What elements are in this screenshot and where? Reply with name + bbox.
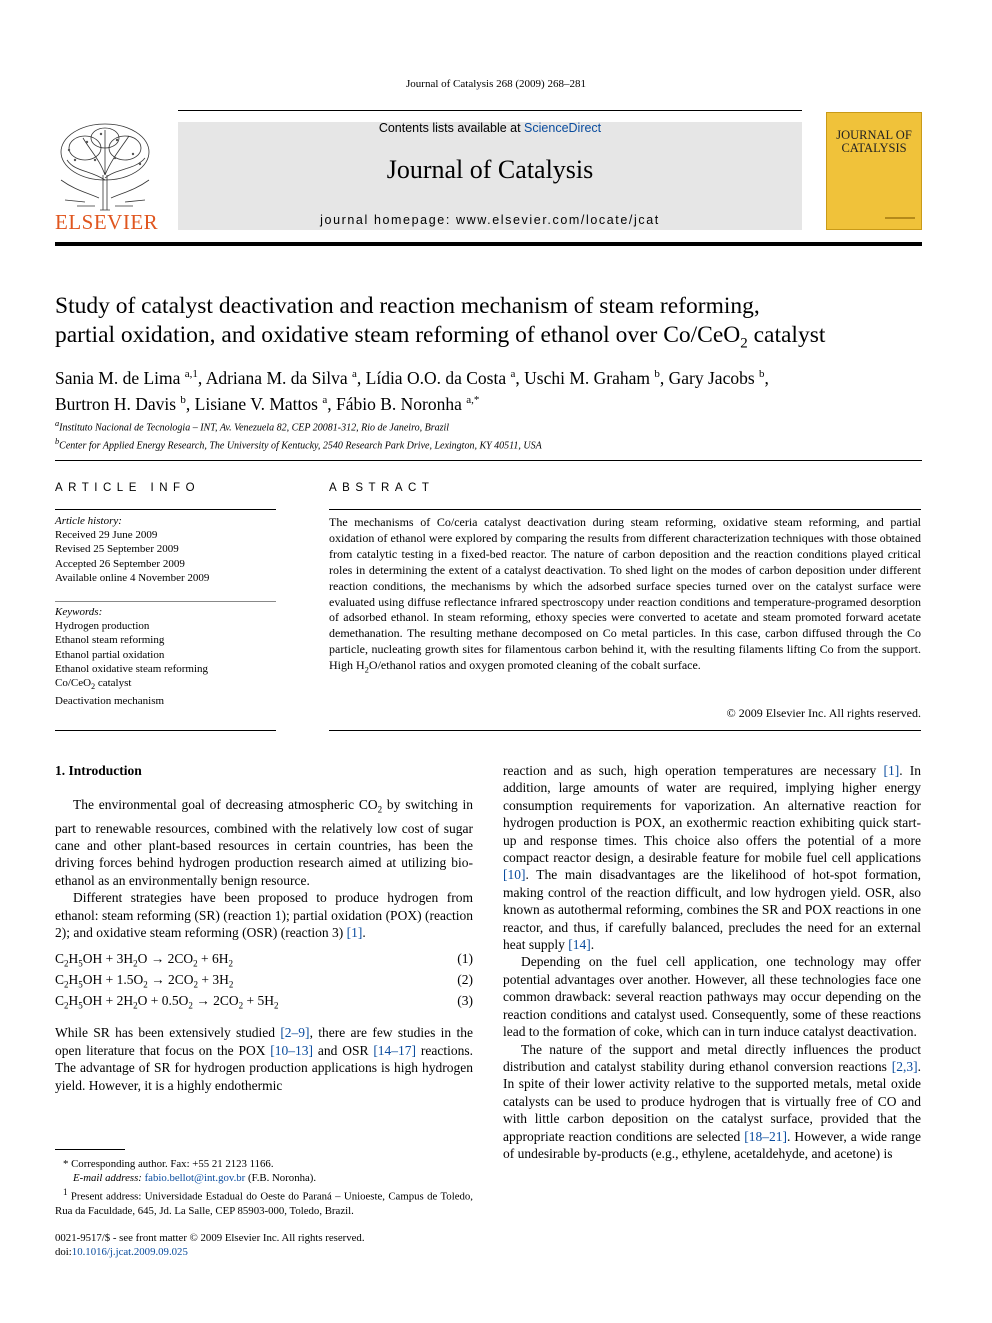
paragraph-text: . In spite of their lower activity relative to the supported metals, metal oxide catalysts can be used to produce hydrogen that is virtually free of CO and with little carbon deposition on the catalyst surface, provided that the appropriate reaction conditions are selected bbox=[503, 1058, 921, 1144]
right-column bbox=[503, 762, 921, 1162]
paragraph-text: The environmental goal of decreasing atmospheric CO bbox=[73, 797, 378, 813]
footnote-text: Corresponding author. Fax: +55 21 2123 1166. bbox=[71, 1158, 274, 1170]
paragraph-text: . The main disadvantages are the likelihood of hot-spot formation, making control of the reaction difficult, and low hydrogen yield. OSR, also known as autothermal reforming, combines the SR and POX reactions in one reactor, and thus, if carefully balanced, precludes the need for an external heat supply bbox=[503, 867, 921, 953]
footnote-mark: * bbox=[63, 1158, 69, 1170]
elsevier-tree-logo bbox=[55, 120, 155, 212]
affil-mark: b bbox=[55, 437, 60, 447]
author-list bbox=[55, 363, 935, 415]
paragraph-text: Different strategies have been proposed to produce hydrogen from ethanol: steam reforming (SR) (reaction 1); partial oxidation (POX) (reaction 2); and oxidative steam reforming (OSR) (reaction 3) bbox=[55, 890, 473, 940]
paragraph-text: by switching in part to renewable resources, combined with the relatively low cost of sugar cane and other plant-based resources in certain countries, has been the driving forces behind hydrogen production research aimed at utilizing bio-ethanol as an environmentally benign resource. bbox=[55, 797, 474, 888]
equation-expression: $C_2H_5OH + 1.5O_2 \to 2CO_2 + 3H_2$ bbox=[55, 972, 234, 991]
affil-text: Center for Applied Energy Research, The University of Kentucky, 2540 Research Park Drive, Lexington, KY 40511, USA bbox=[59, 440, 542, 452]
paragraph-text: , there are few studies in the open literature that focus on the POX bbox=[55, 1025, 473, 1058]
article-history bbox=[55, 514, 276, 585]
citation-link[interactable]: [2,3] bbox=[891, 1058, 918, 1074]
paragraph bbox=[55, 889, 473, 941]
section-heading: 1. Introduction bbox=[55, 763, 142, 778]
abstract-bottom-rule bbox=[329, 730, 921, 731]
copyright: © 2009 Elsevier Inc. All rights reserved. bbox=[726, 706, 921, 720]
equation-expression: $C_2H_5OH + 2H_2O + 0.5O_2 \to 2CO_2 + 5H_2$ bbox=[55, 993, 279, 1012]
author-name: Burtron H. Davis bbox=[55, 393, 181, 414]
header-rule bbox=[178, 110, 802, 111]
journal-title: Journal of Catalysis bbox=[386, 155, 594, 184]
paragraph bbox=[55, 1024, 473, 1094]
author-name: Adriana M. da Silva bbox=[205, 367, 352, 388]
author-affiliation-mark: a bbox=[322, 393, 328, 406]
equation-block bbox=[55, 950, 473, 1016]
author-name: Sania M. de Lima bbox=[55, 367, 185, 388]
keyword: Deactivation mechanism bbox=[55, 695, 165, 708]
email-note bbox=[55, 1171, 473, 1185]
article-info-bottom-rule bbox=[55, 730, 276, 731]
author-affiliation-mark: b bbox=[759, 368, 765, 380]
paragraph-text: reaction and as such, high operation temperatures are necessary bbox=[503, 763, 884, 778]
keyword bbox=[55, 676, 276, 694]
article-info-rule bbox=[55, 509, 276, 510]
doi-label: doi: bbox=[55, 1246, 72, 1258]
corresponding-author-note bbox=[55, 1157, 473, 1171]
paragraph-text: The nature of the support and metal directly influences the product distribution and catalyst stability during ethanol conversion reactions bbox=[503, 1041, 921, 1074]
author-separator: , bbox=[185, 393, 195, 414]
left-column bbox=[55, 762, 473, 1094]
keyword-subscript: 2 bbox=[91, 682, 96, 692]
citation-link[interactable]: [1] bbox=[346, 924, 363, 940]
affiliation-a bbox=[55, 417, 935, 435]
citation-link[interactable]: [10] bbox=[503, 867, 526, 883]
history-label: Article history: bbox=[55, 515, 122, 527]
citation-link[interactable]: [18–21] bbox=[744, 1128, 787, 1144]
affiliations bbox=[55, 417, 935, 454]
equation-1 bbox=[55, 950, 473, 973]
footnote-text: Present address: Universidade Estadual do Oeste do Paraná – Unioeste, Campus de Toledo, Rua da Faculdade, 645, Jd. La Salle, CEP 85903-000, Toledo, Brazil. bbox=[55, 1190, 473, 1217]
citation-link[interactable]: [14–17] bbox=[373, 1042, 417, 1058]
equation-expression: $C_2H_5OH + 3H_2O \to 2CO_2 + 6H_2$ bbox=[55, 951, 234, 970]
author-separator: , bbox=[764, 367, 769, 388]
elsevier-wordmark: ELSEVIER bbox=[55, 210, 159, 234]
email-link[interactable]: fabio.bellot@int.gov.br bbox=[144, 1172, 246, 1184]
paragraph-text: reactions. The advantage of SR for hydrogen production applications is high hydrogen yield. However, it is a highly endothermic bbox=[55, 1042, 473, 1093]
journal-cover bbox=[826, 112, 922, 230]
keyword: Ethanol partial oxidation bbox=[55, 648, 165, 661]
paragraph bbox=[503, 762, 921, 953]
author-affiliation-mark: b bbox=[180, 393, 186, 406]
affiliation-b bbox=[55, 435, 935, 453]
email-owner: (F.B. Noronha). bbox=[245, 1172, 317, 1184]
paragraph-text: . bbox=[590, 937, 595, 953]
author-separator: , bbox=[356, 367, 366, 388]
abstract-body-end: O/ethanol ratios and oxygen promoted cleaning of the cobalt surface. bbox=[368, 658, 701, 673]
paragraph-text: While SR has been extensively studied bbox=[55, 1025, 281, 1041]
paragraph bbox=[503, 1041, 921, 1163]
doi-line bbox=[55, 1245, 555, 1259]
keyword: Hydrogen production bbox=[55, 620, 150, 633]
history-revised: Revised 25 September 2009 bbox=[55, 543, 179, 556]
equation-2 bbox=[55, 971, 473, 994]
author-separator: , bbox=[515, 367, 525, 388]
abstract-subscript: 2 bbox=[364, 664, 369, 675]
contents-line bbox=[178, 121, 802, 135]
journal-homepage[interactable]: journal homepage: www.elsevier.com/locate/jcat bbox=[320, 213, 660, 227]
article-info-heading: ARTICLE INFO bbox=[55, 482, 201, 494]
keyword: Ethanol oxidative steam reforming bbox=[55, 662, 209, 675]
author-name: Lídia O.O. da Costa bbox=[365, 367, 511, 388]
paragraph: Depending on the fuel cell application, one technology may offer potential advantages over another. However, all these technologies face one common drawback: several reaction pathways may occur depending on the reaction conditions and catalyst used. Consequently, some of these reactions lead to the formation of coke, which can in turn induce catalyst deactivation. bbox=[503, 954, 921, 1040]
paragraph-text: . bbox=[362, 924, 366, 940]
paragraph-text: . However, a wide range of undesirable by-products (e.g., ethylene, acetaldehyde, and acetone) is bbox=[503, 1128, 921, 1161]
abstract-body: The mechanisms of Co/ceria catalyst deactivation during steam reforming, oxidative steam reforming, and partial oxidation of ethanol were explored by comparing the results from different characterization techniques with those obtained from catalytic testing in a fixed-bed reactor. The nature of carbon deposition and the reaction conditions played critical roles in determining the extent of a catalyst deactivation. To shed light on the modes of carbon deposition under different reaction conditions, the mechanisms by which the adsorbed surface species turned over on the catalyst surface were evaluated using diffuse reflectance infrared spectroscopy under reaction conditions and temperature-programed desorption of adsorbed ethanol. In steam reforming, ethoxy species were converted to acetate and steam promoted forward acetate demethanation. The resulting methane decomposed on Co metal particles. In this case, carbon diffused through the Co particle, nucleating growth sites for filamentous carbon behind it, with the resulting filaments lifting Co from the support. High H bbox=[329, 515, 921, 673]
author-name: Lisiane V. Mattos bbox=[194, 393, 323, 414]
subscript: 2 bbox=[377, 805, 383, 816]
cover-title-line1: JOURNAL OF bbox=[836, 128, 912, 142]
affil-text: Instituto Nacional de Tecnologia – INT, Av. Venezuela 82, CEP 20081-312, Rio de Janeiro, Brazil bbox=[59, 422, 450, 434]
keyword: Ethanol steam reforming bbox=[55, 634, 165, 647]
footnote-rule bbox=[55, 1149, 125, 1150]
history-accepted: Accepted 26 September 2009 bbox=[55, 557, 185, 570]
affil-mark: a bbox=[55, 419, 60, 428]
header-thick-rule bbox=[55, 242, 922, 246]
equation-3 bbox=[55, 992, 473, 1015]
footnotes bbox=[55, 1157, 473, 1218]
author-affiliation-mark: a bbox=[510, 368, 516, 380]
cover-title-line2: CATALYSIS bbox=[841, 141, 907, 155]
author-affiliation-mark: a,1 bbox=[184, 368, 198, 380]
equation-number: (2) bbox=[457, 972, 473, 988]
footnote-mark: 1 bbox=[63, 1187, 68, 1197]
citation-link[interactable]: [1] bbox=[883, 763, 900, 778]
author-separator: , bbox=[327, 393, 336, 414]
keywords-label: Keywords: bbox=[55, 606, 103, 618]
doi-link[interactable]: 10.1016/j.jcat.2009.09.025 bbox=[71, 1246, 188, 1258]
history-received: Received 29 June 2009 bbox=[55, 529, 158, 542]
issn-line: 0021-9517/$ - see front matter © 2009 Elsevier Inc. All rights reserved. bbox=[55, 1232, 365, 1244]
keyword-text: Co/CeO bbox=[55, 677, 92, 690]
running-head: Journal of Catalysis 268 (2009) 268–281 bbox=[406, 78, 586, 90]
author-name: Gary Jacobs bbox=[668, 367, 760, 388]
author-separator: , bbox=[197, 367, 206, 388]
abstract-heading: ABSTRACT bbox=[329, 482, 435, 494]
title-text-end: catalyst bbox=[747, 322, 826, 348]
citation-link[interactable]: [14] bbox=[568, 937, 591, 953]
email-label: E-mail address: bbox=[73, 1172, 145, 1184]
history-online: Available online 4 November 2009 bbox=[55, 571, 210, 584]
abstract-rule bbox=[329, 509, 921, 510]
abstract-text bbox=[329, 515, 921, 678]
author-name: Fábio B. Noronha bbox=[335, 393, 467, 414]
equation-number: (3) bbox=[457, 993, 473, 1009]
title-line2 bbox=[55, 321, 935, 359]
title-subscript: 2 bbox=[740, 335, 748, 352]
keyword-text-end: catalyst bbox=[95, 677, 132, 690]
article-title bbox=[55, 292, 935, 359]
keywords-rule bbox=[55, 601, 276, 602]
keywords bbox=[55, 605, 276, 709]
author-affiliation-mark: a,* bbox=[466, 393, 480, 406]
author-affiliation-mark: b bbox=[654, 368, 660, 380]
paragraph-text: and OSR bbox=[313, 1042, 374, 1058]
author-name: Uschi M. Graham bbox=[524, 367, 655, 388]
affiliation-rule bbox=[55, 460, 922, 461]
citation-link[interactable]: [2–9] bbox=[280, 1025, 310, 1041]
issn-doi bbox=[55, 1231, 555, 1259]
equation-number: (1) bbox=[457, 951, 473, 967]
present-address-note bbox=[55, 1185, 473, 1218]
citation-link[interactable]: [10–13] bbox=[270, 1042, 314, 1058]
author-affiliation-mark: a bbox=[352, 368, 357, 380]
cover-decoration bbox=[885, 217, 915, 219]
paragraph bbox=[55, 796, 473, 889]
title-line1: Study of catalyst deactivation and reaction mechanism of steam reforming, bbox=[55, 293, 760, 319]
paragraph-text: . In addition, large amounts of water are required, implying higher energy consumption requirements for vaporization. An alternative reaction for hydrogen production is POX, an exothermic reaction exhibiting quick start-up and response times. This choice also offers the potential of a more compact reactor design, a desirable feature for mobile fuel cell applications bbox=[503, 763, 922, 866]
sciencedirect-link[interactable]: ScienceDirect bbox=[524, 121, 602, 135]
title-text: partial oxidation, and oxidative steam reforming of ethanol over Co/CeO bbox=[55, 322, 741, 348]
author-separator: , bbox=[659, 367, 669, 388]
contents-prefix: Contents lists available at bbox=[378, 121, 525, 135]
